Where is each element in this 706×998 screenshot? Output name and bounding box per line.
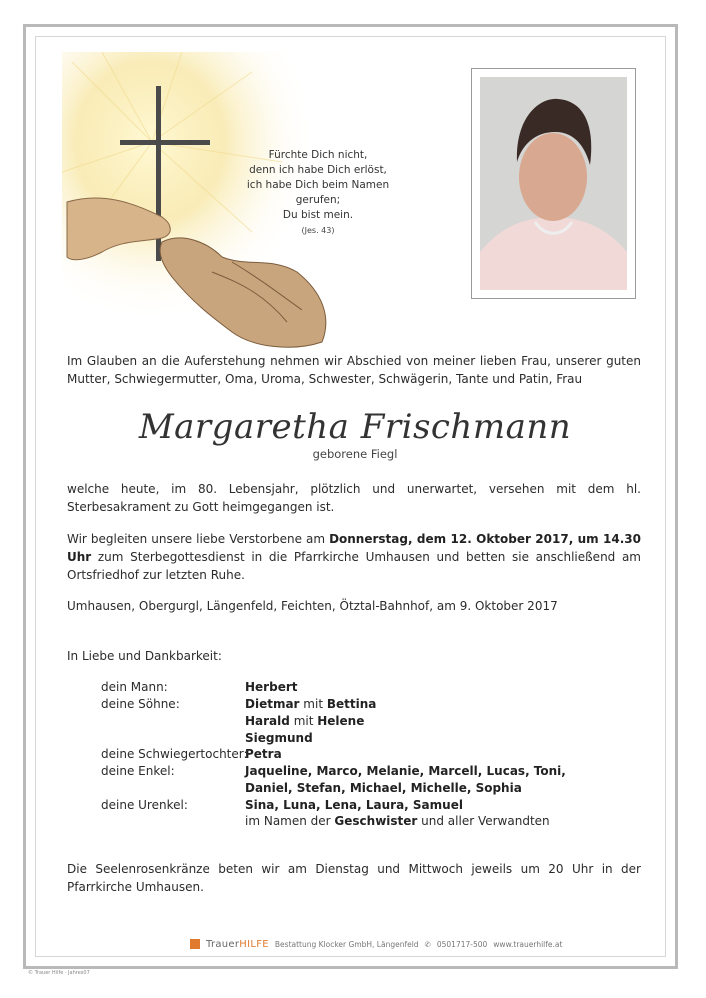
verse-line: Fürchte Dich nicht, — [268, 149, 368, 161]
brand-name — [206, 939, 269, 950]
connector-word: mit — [293, 714, 314, 728]
verse-line: denn ich habe Dich erlöst, — [249, 164, 387, 176]
closing-pre: im Namen der — [245, 814, 335, 828]
phone-icon: ✆ — [424, 939, 431, 949]
website[interactable]: www.trauerhilfe.at — [493, 939, 563, 949]
closing-line — [245, 813, 550, 830]
funeral-text-post: zum Sterbegottesdienst in die Pfarrkirche Umhausen und betten sie anschließend am Ortsfriedhof zur letzten Ruhe. — [67, 550, 641, 582]
relation-value — [245, 797, 463, 814]
deceased-name: Margaretha Frischmann — [138, 407, 572, 447]
relation-label: deine Enkel: — [101, 764, 175, 778]
relative-name: Bettina — [326, 697, 377, 711]
relation-value — [245, 763, 566, 780]
funeral-date: Donnerstag, dem 12. Oktober 2017, um 14.30 Uhr — [67, 532, 641, 564]
cross-horizontal — [120, 140, 210, 145]
relative-name: Helene — [317, 714, 365, 728]
brand-part-a: Trauer — [206, 938, 240, 950]
relative-name: Harald — [245, 714, 290, 728]
relation-value — [245, 780, 522, 797]
relation-label: dein Mann: — [101, 680, 168, 694]
maiden-name: geborene Fiegl — [312, 447, 398, 461]
relation-label: deine Schwiegertochter: — [101, 747, 248, 761]
rosary-text: Die Seelenrosenkränze beten wir am Dienstag und Mittwoch jeweils um 20 Uhr in der Pfarrkirche Umhausen. — [67, 862, 641, 894]
funeral-text — [67, 530, 641, 584]
relation-value — [245, 746, 282, 763]
brand-part-b: HILFE — [239, 938, 269, 950]
relation-value — [245, 696, 376, 713]
relative-name: Daniel, Stefan, Michael, Michelle, Sophia — [245, 781, 522, 795]
relative-name: Jaqueline, Marco, Melanie, Marcell, Lucas, Toni, — [245, 764, 566, 778]
closing-bold: Geschwister — [334, 814, 418, 828]
verse-reference: (Jes. 43) — [301, 226, 335, 235]
relation-value — [245, 679, 297, 696]
relation-label: deine Söhne: — [101, 697, 180, 711]
relative-name: Dietmar — [245, 697, 300, 711]
relative-name: Siegmund — [245, 731, 313, 745]
phone-number: 0501717-500 — [436, 939, 488, 949]
relative-name: Petra — [245, 747, 282, 761]
death-notice-text: welche heute, im 80. Lebensjahr, plötzlich und unerwartet, versehen mit dem hl. Sterbesakrament zu Gott heimgegangen ist. — [67, 482, 641, 514]
company-name: Bestattung Klocker GmbH, Längenfeld — [274, 939, 419, 949]
footer — [190, 937, 562, 951]
relation-value — [245, 730, 313, 747]
image-credit: © Trauer Hilfe · Jahres07 — [28, 970, 90, 976]
place-date: Umhausen, Obergurgl, Längenfeld, Feichten, Ötztal-Bahnhof, am 9. Oktober 2017 — [67, 599, 558, 613]
relative-name: Herbert — [245, 680, 298, 694]
closing-post: und aller Verwandten — [417, 814, 550, 828]
portrait-photo — [480, 77, 627, 290]
verse-line: ich habe Dich beim Namen gerufen; — [246, 179, 390, 206]
bible-verse — [228, 148, 408, 238]
funeral-text-pre: Wir begleiten unsere liebe Verstorbene am — [67, 532, 330, 546]
relative-name: Sina, Luna, Lena, Laura, Samuel — [245, 798, 463, 812]
intro-text: Im Glauben an die Auferstehung nehmen wir Abschied von meiner lieben Frau, unserer guten Mutter, Schwiegermutter, Oma, Uroma, Schwester, Schwägerin, Tante und Patin, Frau — [67, 354, 641, 386]
gratitude-line: In Liebe und Dankbarkeit: — [67, 649, 222, 663]
verse-line: Du bist mein. — [282, 209, 354, 221]
relation-value — [245, 713, 364, 730]
trauerhilfe-logo-icon — [190, 939, 200, 949]
relation-label: deine Urenkel: — [101, 798, 188, 812]
connector-word: mit — [303, 697, 324, 711]
